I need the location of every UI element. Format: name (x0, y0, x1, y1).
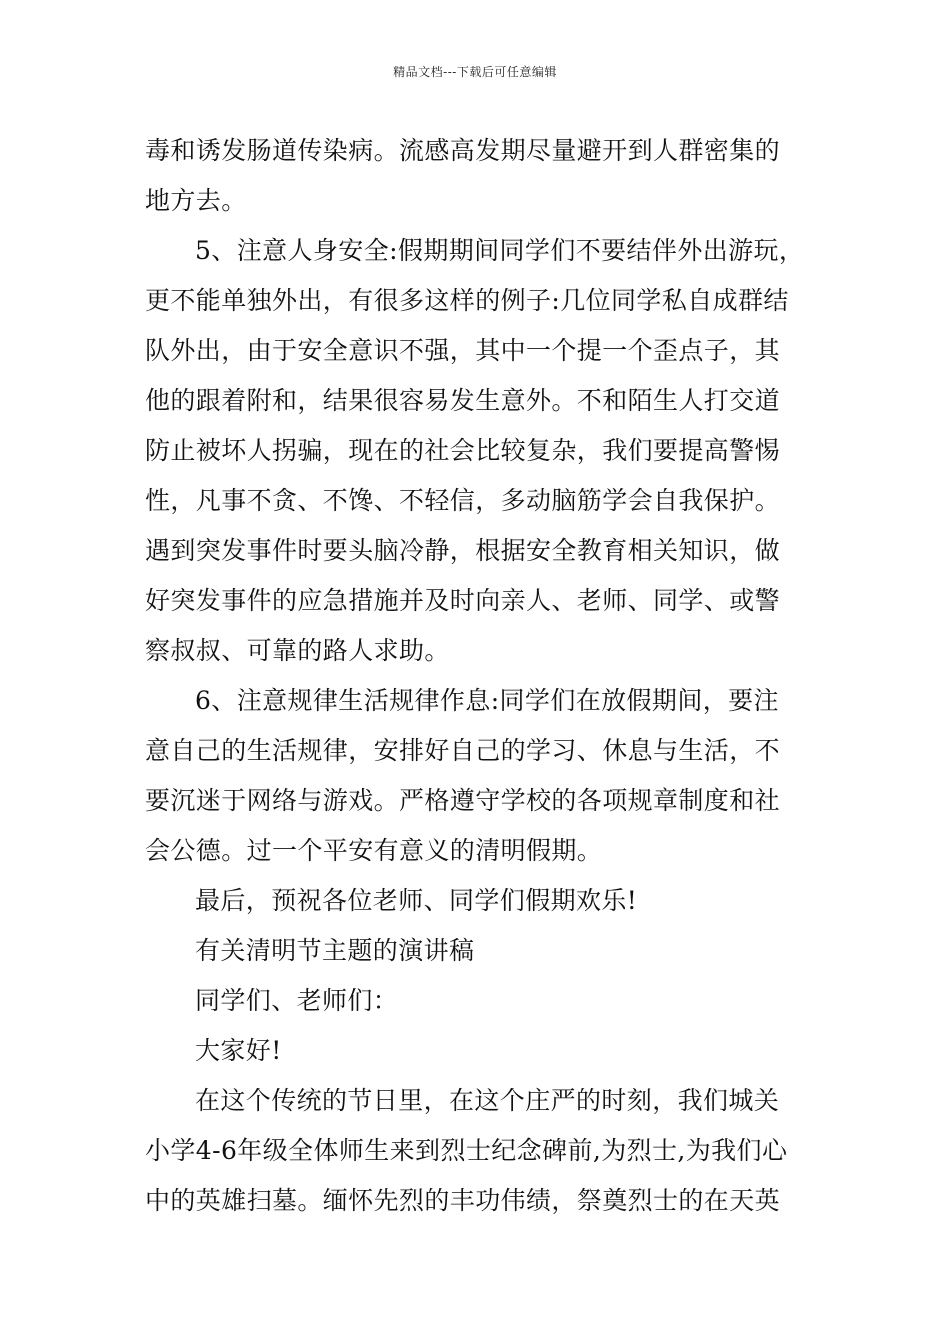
text-line: 毒和诱发肠道传染病。流感高发期尽量避开到人群密集的 (145, 136, 781, 165)
text-line: 遇到突发事件时要头脑冷静，根据安全教育相关知识，做 (145, 536, 781, 565)
text-line: 中的英雄扫墓。缅怀先烈的丰功伟绩，祭奠烈士的在天英 (145, 1186, 781, 1215)
text-line: 小学4-6年级全体师生来到烈士纪念碑前,为烈士,为我们心 (145, 1136, 788, 1165)
text-line: 性，凡事不贪、不馋、不轻信，多动脑筋学会自我保护。 (145, 486, 781, 515)
text-line: 好突发事件的应急措施并及时向亲人、老师、同学、或警 (145, 586, 781, 615)
text-line: 地方去。 (145, 186, 247, 215)
text-line: 察叔叔、可靠的路人求助。 (145, 636, 450, 665)
document-body (145, 126, 815, 1226)
text-line: 6、注意规律生活规律作息:同学们在放假期间，要注 (195, 686, 779, 715)
text-line: 更不能单独外出，有很多这样的例子:几位同学私自成群结 (145, 286, 789, 315)
text-line: 最后，预祝各位老师、同学们假期欢乐! (195, 886, 638, 915)
text-line: 防止被坏人拐骗，现在的社会比较复杂，我们要提高警惕 (145, 436, 781, 465)
text-line: 他的跟着附和，结果很容易发生意外。不和陌生人打交道 (145, 386, 781, 415)
text-line: 在这个传统的节日里，在这个庄严的时刻，我们城关 (195, 1086, 780, 1115)
text-line: 5、注意人身安全:假期期间同学们不要结伴外出游玩， (195, 236, 805, 265)
text-line: 要沉迷于网络与游戏。严格遵守学校的各项规章制度和社 (145, 786, 781, 815)
section-heading: 有关清明节主题的演讲稿 (195, 936, 475, 965)
text-line: 会公德。过一个平安有意义的清明假期。 (145, 836, 603, 865)
page-header: 精品文档---下载后可任意编辑 (393, 65, 557, 79)
salutation: 同学们、老师们： (195, 986, 399, 1015)
text-line: 意自己的生活规律，安排好自己的学习、休息与生活，不 (145, 736, 781, 765)
greeting: 大家好! (195, 1036, 282, 1065)
text-line: 队外出，由于安全意识不强，其中一个提一个歪点子，其 (145, 336, 781, 365)
